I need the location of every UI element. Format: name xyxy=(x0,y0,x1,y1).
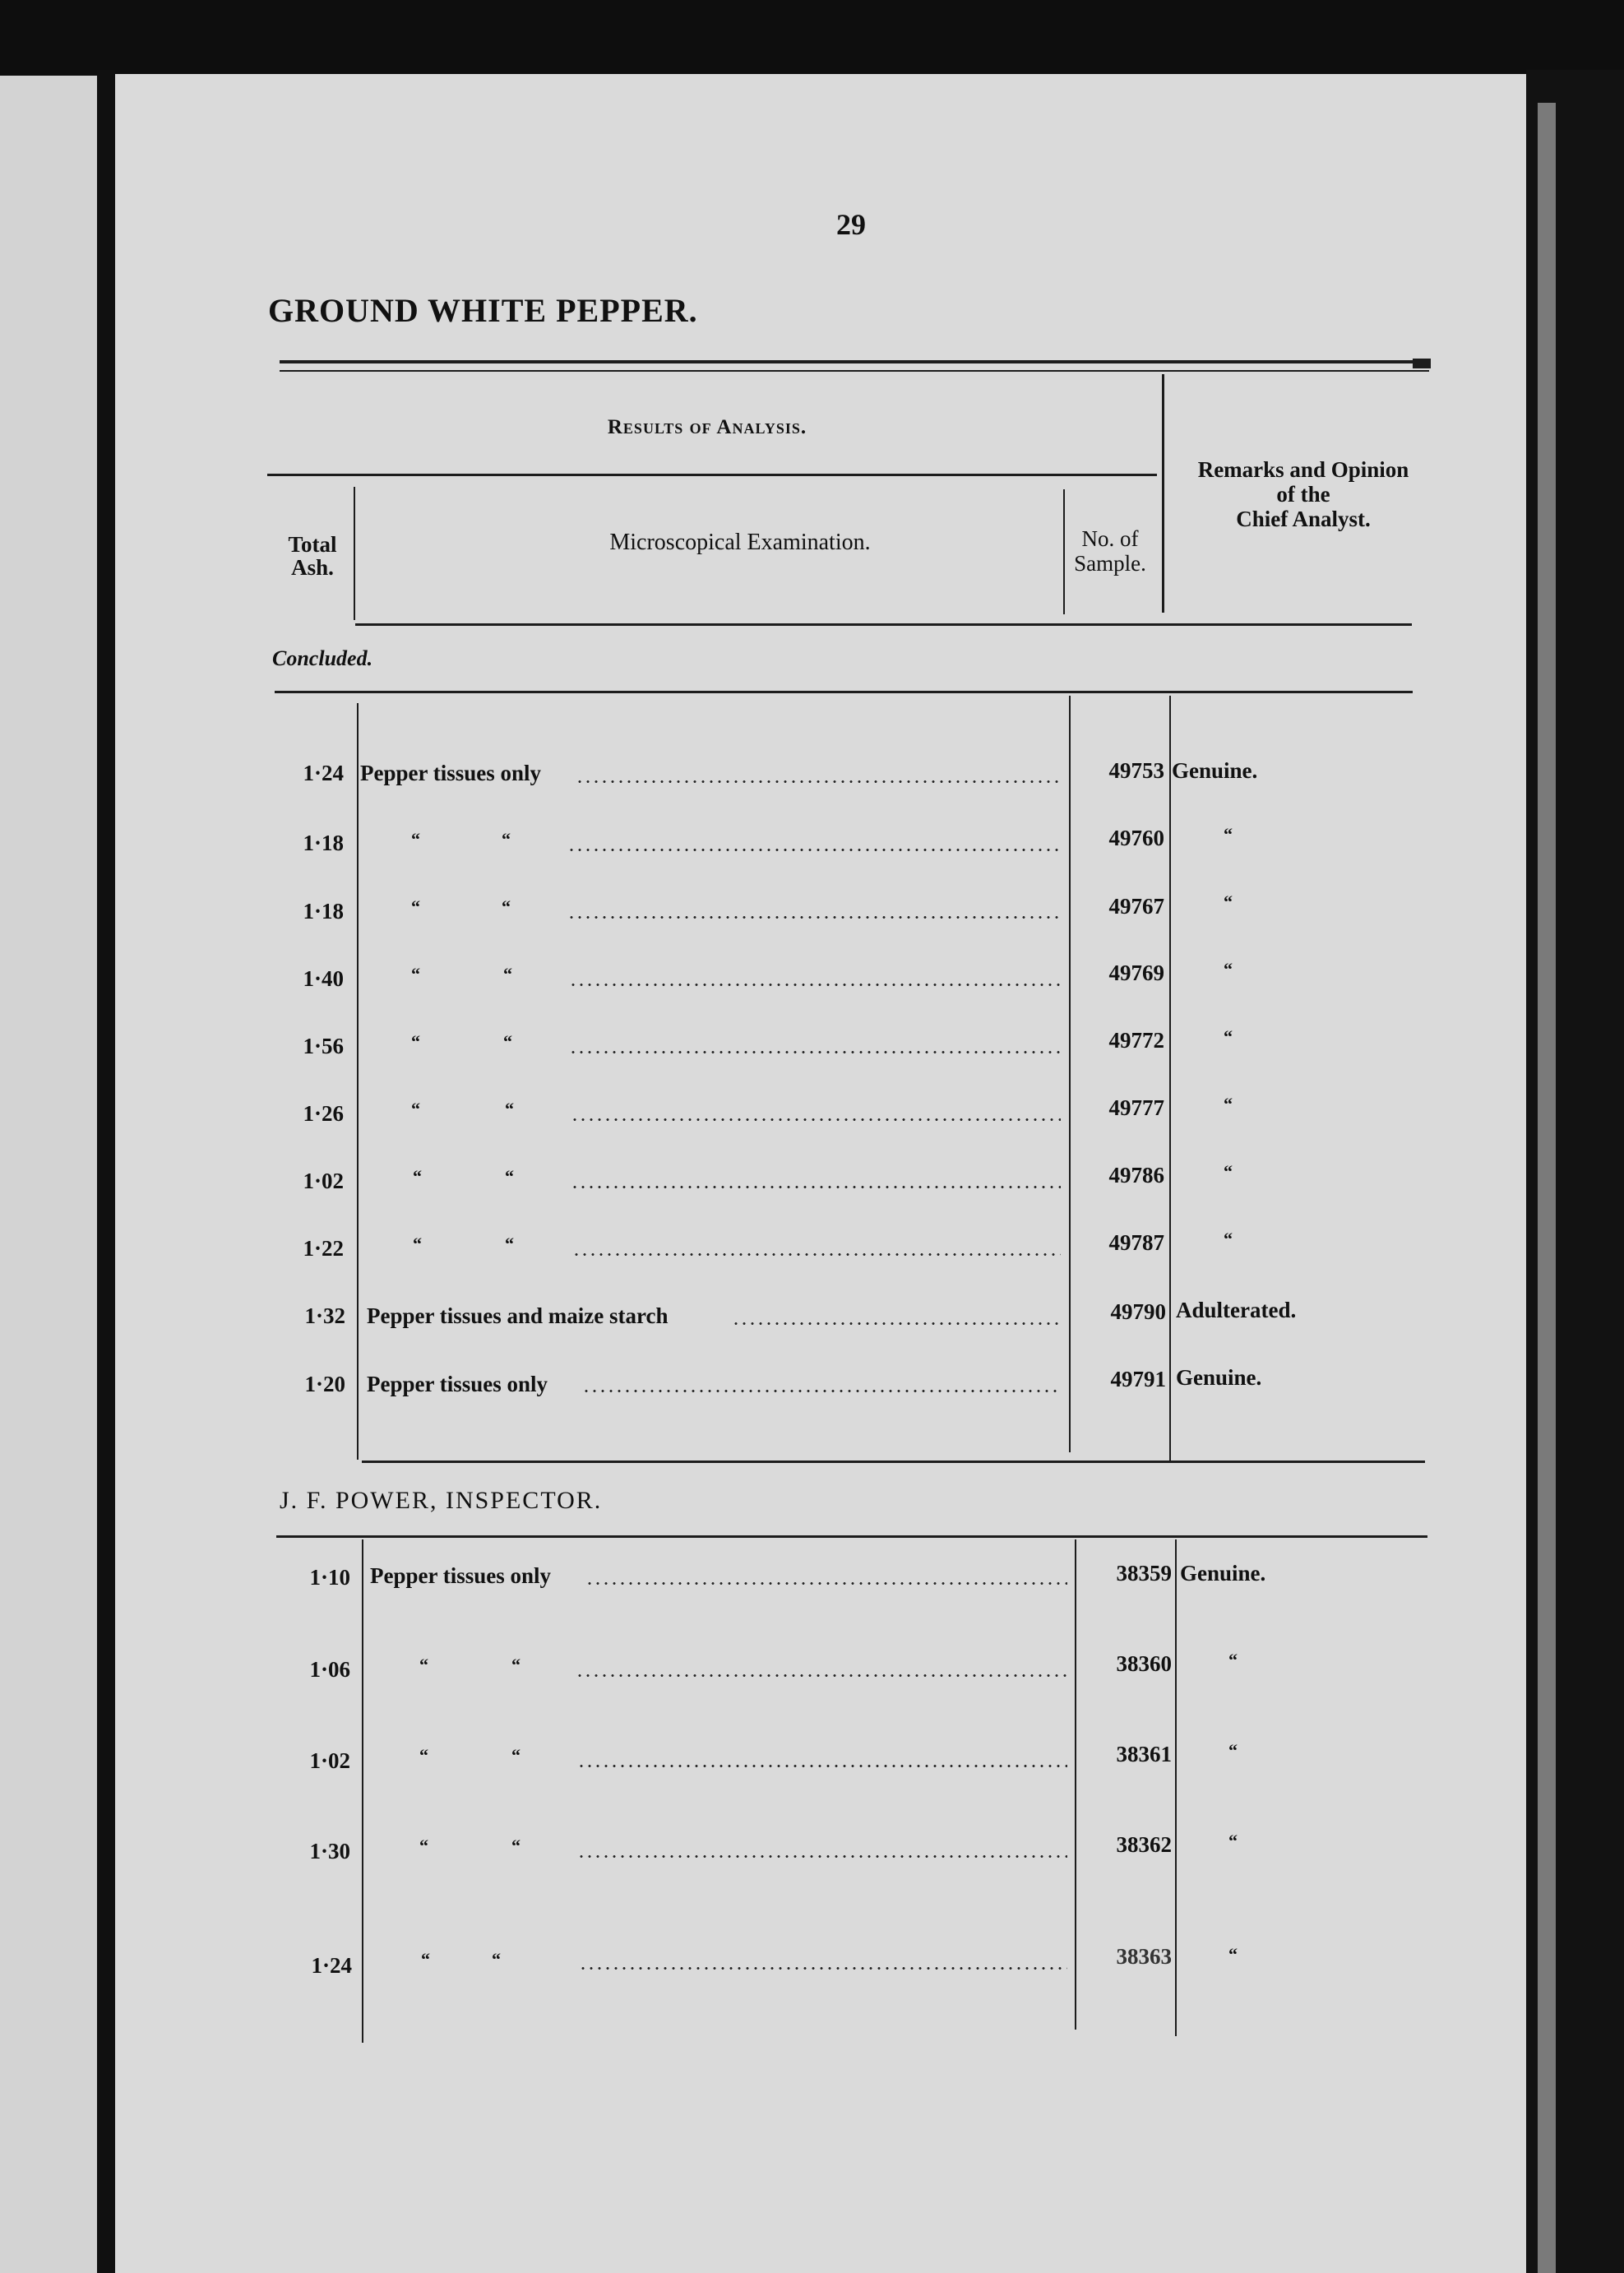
ditto-mark: “ xyxy=(421,1949,430,1970)
sample-number: 49760 xyxy=(1108,826,1164,850)
leader-dots xyxy=(577,1855,1067,1858)
leader-dots xyxy=(576,780,1061,783)
remark: Adulterated. xyxy=(1176,1298,1297,1322)
sample-number: 49786 xyxy=(1108,1163,1164,1187)
adjacent-page-edge xyxy=(0,76,97,2273)
ditto-mark: “ xyxy=(511,1655,521,1675)
ditto-mark: “ xyxy=(411,1099,420,1119)
section-title: GROUND WHITE PEPPER. xyxy=(268,292,698,329)
ditto-mark: “ xyxy=(1228,1944,1238,1965)
ditto-mark: “ xyxy=(411,1031,420,1052)
microscopical-result: Pepper tissues only xyxy=(360,761,542,785)
total-ash-value: 1·40 xyxy=(303,966,344,991)
total-ash-value: 1·22 xyxy=(303,1236,344,1261)
microscopical-result: Pepper tissues only xyxy=(370,1563,552,1588)
ditto-mark: “ xyxy=(1228,1831,1238,1851)
remark: Genuine. xyxy=(1172,758,1258,783)
ditto-mark: “ xyxy=(502,829,511,849)
ditto-mark: “ xyxy=(492,1949,501,1970)
sample-number: 49753 xyxy=(1108,758,1164,783)
sample-number: 49767 xyxy=(1108,894,1164,919)
sample-number: 49772 xyxy=(1108,1028,1164,1053)
sample-number: 38362 xyxy=(1116,1832,1172,1857)
ditto-mark: “ xyxy=(1224,1229,1233,1249)
leader-dots xyxy=(579,1967,1067,1970)
ditto-mark: “ xyxy=(511,1836,521,1856)
group1-remarks-column-line xyxy=(1169,696,1171,1461)
sample-number: 49787 xyxy=(1108,1230,1164,1255)
ditto-mark: “ xyxy=(503,964,512,984)
header-double-rule-top xyxy=(280,360,1429,363)
sample-number: 49777 xyxy=(1108,1095,1164,1120)
leader-dots xyxy=(571,1118,1061,1121)
sample-number: 38361 xyxy=(1116,1742,1172,1766)
total-ash-value: 1·18 xyxy=(303,831,344,855)
total-ash-value: 1·32 xyxy=(304,1303,345,1328)
leader-dots xyxy=(576,1674,1067,1677)
body-top-rule xyxy=(275,691,1413,693)
total-ash-value: 1·30 xyxy=(309,1839,350,1863)
group2-ash-column-line xyxy=(362,1539,363,2043)
ditto-mark: “ xyxy=(413,1166,422,1187)
leader-dots xyxy=(732,1322,1061,1325)
leader-dots xyxy=(567,916,1061,919)
ditto-mark: “ xyxy=(411,829,420,849)
group2-remarks-column-line xyxy=(1175,1539,1177,2036)
total-ash-value: 1·56 xyxy=(303,1034,344,1058)
page-edge-strip xyxy=(1538,103,1556,2273)
total-ash-value: 1·06 xyxy=(309,1657,350,1682)
results-underline xyxy=(267,474,1157,476)
ditto-mark: “ xyxy=(1224,1161,1233,1182)
group2-top-rule xyxy=(276,1535,1427,1538)
total-ash-heading: Total Ash. xyxy=(288,532,337,580)
ditto-mark: “ xyxy=(505,1166,514,1187)
sample-number: 49769 xyxy=(1108,961,1164,985)
leader-dots xyxy=(582,1390,1061,1392)
ditto-mark: “ xyxy=(505,1099,514,1119)
ditto-mark: “ xyxy=(1224,1094,1233,1114)
group1-ash-column-line xyxy=(357,703,359,1460)
total-ash-value: 1·02 xyxy=(309,1748,350,1773)
header-bottom-rule xyxy=(355,623,1412,626)
ditto-mark: “ xyxy=(1224,1026,1233,1047)
leader-dots xyxy=(569,984,1061,986)
ditto-mark: “ xyxy=(1224,959,1233,979)
ditto-mark: “ xyxy=(419,1745,428,1766)
sample-number-heading: No. of Sample. xyxy=(1074,526,1146,576)
group1-sample-column-line xyxy=(1069,696,1071,1452)
scan-top-border xyxy=(0,0,1624,76)
sample-number: 49791 xyxy=(1110,1367,1166,1391)
ditto-mark: “ xyxy=(411,964,420,984)
leader-dots xyxy=(585,1582,1067,1585)
leader-dots xyxy=(572,1253,1061,1256)
total-ash-value: 1·20 xyxy=(304,1372,345,1396)
leader-dots xyxy=(569,1051,1061,1053)
ditto-mark: “ xyxy=(505,1234,514,1254)
ditto-mark: “ xyxy=(419,1655,428,1675)
ditto-mark: “ xyxy=(1228,1650,1238,1670)
total-ash-value: 1·18 xyxy=(303,899,344,924)
sample-number: 38360 xyxy=(1116,1651,1172,1676)
ditto-mark: “ xyxy=(411,896,420,917)
remark: Genuine. xyxy=(1176,1365,1262,1390)
total-ash-value: 1·26 xyxy=(303,1101,344,1126)
remark: Genuine. xyxy=(1180,1561,1266,1586)
remarks-column-divider xyxy=(1162,374,1164,613)
ditto-mark: “ xyxy=(1228,1740,1238,1761)
ditto-mark: “ xyxy=(1224,891,1233,912)
leader-dots xyxy=(567,849,1061,851)
inspector-heading: J. F. POWER, INSPECTOR. xyxy=(280,1487,603,1514)
microscopical-result: Pepper tissues only xyxy=(367,1372,548,1396)
concluded-note: Concluded. xyxy=(272,646,373,670)
leader-dots xyxy=(577,1765,1067,1767)
header-double-rule-bottom xyxy=(280,370,1429,372)
leader-dots xyxy=(571,1186,1061,1188)
ditto-mark: “ xyxy=(1224,824,1233,845)
ash-column-divider xyxy=(354,487,355,620)
page-gutter-shadow xyxy=(97,70,115,2273)
total-ash-value: 1·02 xyxy=(303,1169,344,1193)
total-ash-value: 1·24 xyxy=(311,1953,352,1978)
sample-number: 38359 xyxy=(1116,1561,1172,1586)
total-ash-value: 1·10 xyxy=(309,1565,350,1590)
sample-number: 38363 xyxy=(1116,1944,1172,1969)
remarks-heading: Remarks and Opinion of the Chief Analyst. xyxy=(1197,457,1409,531)
group1-bottom-rule xyxy=(362,1461,1425,1463)
microscopical-examination-heading: Microscopical Examination. xyxy=(609,530,871,555)
sample-number: 49790 xyxy=(1110,1299,1166,1324)
ditto-mark: “ xyxy=(502,896,511,917)
page-number: 29 xyxy=(836,208,866,241)
ditto-mark: “ xyxy=(413,1234,422,1254)
total-ash-value: 1·24 xyxy=(303,761,344,785)
results-of-analysis-heading: Results of Analysis. xyxy=(607,416,807,438)
rule-end-mark xyxy=(1413,359,1431,368)
ditto-mark: “ xyxy=(419,1836,428,1856)
ditto-mark: “ xyxy=(511,1745,521,1766)
microscopical-result: Pepper tissues and maize starch xyxy=(367,1303,669,1328)
ditto-mark: “ xyxy=(503,1031,512,1052)
